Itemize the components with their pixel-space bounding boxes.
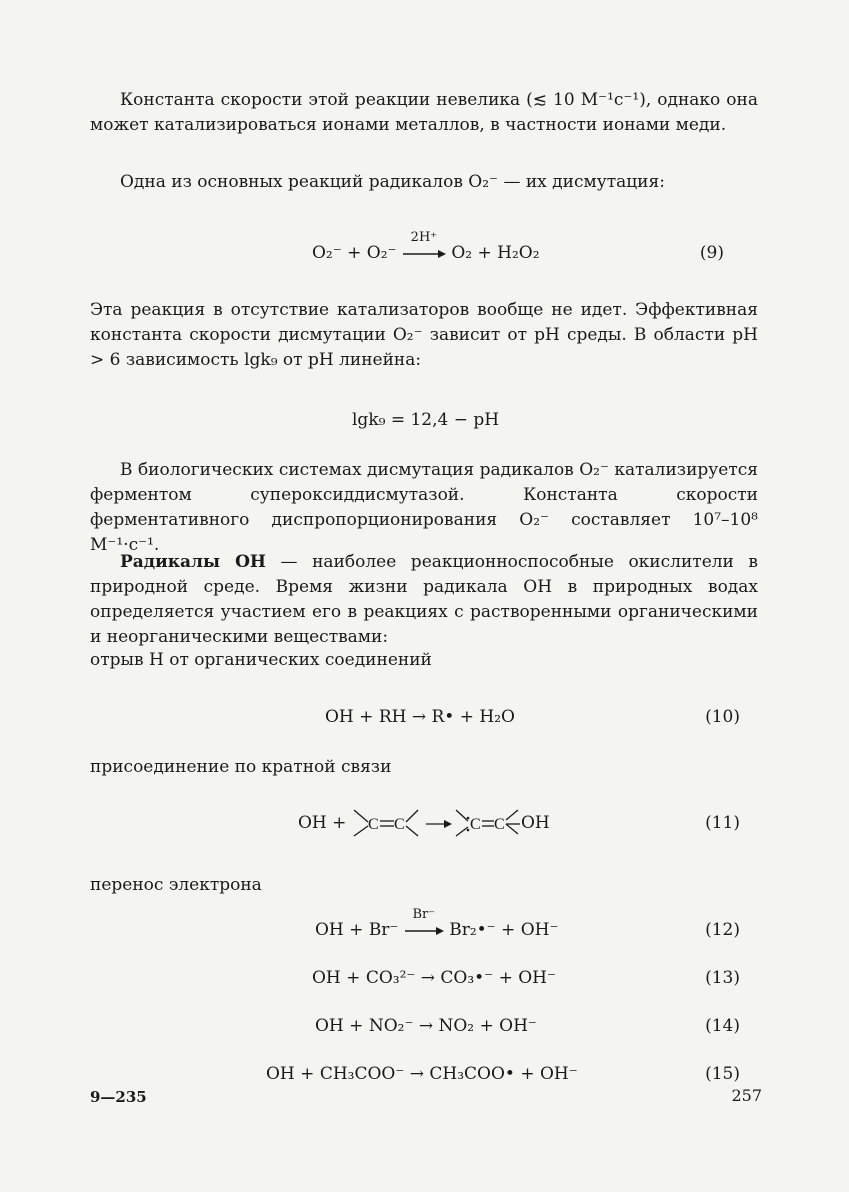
equation-12-arrow-label: Br⁻ <box>412 907 436 922</box>
equation-9-arrow <box>402 230 446 266</box>
equation-11 <box>298 811 346 836</box>
arrow-icon <box>402 249 446 259</box>
paragraph-rate-constant: Константа скорости этой реакции невелика (≲ 10 М⁻¹с⁻¹), однако она может катализироваться ионами металлов, в частности ионами меди. <box>90 90 758 135</box>
page-number: 257 <box>731 1086 762 1105</box>
label-addition: присоединение по кратной связи <box>90 757 392 777</box>
paragraph-dismutation-ph: Эта реакция в отсутствие катализаторов вообще не идет. Эффективная константа скорости дисмутации O₂⁻ зависит от pH среды. В области pH > 6 зависимость lgk₉ от pH линейна: <box>90 300 758 370</box>
equation-11-number: (11) <box>705 813 740 833</box>
equation-15-number: (15) <box>705 1064 740 1084</box>
equation-11-tail: OH <box>521 813 550 833</box>
equation-12-arrow <box>404 907 444 943</box>
equation-9-lhs: O₂⁻ + O₂⁻ <box>312 243 397 263</box>
equation-12 <box>315 907 559 943</box>
equation-9 <box>312 230 540 266</box>
equation-14-number: (14) <box>705 1016 740 1036</box>
equation-12-number: (12) <box>705 920 740 940</box>
equation-13: OH + CO₃²⁻ → CO₃•⁻ + OH⁻ <box>312 968 556 988</box>
svg-text:C: C <box>394 816 405 833</box>
equation-10-number: (10) <box>705 707 740 727</box>
label-electron-transfer: перенос электрона <box>90 875 262 895</box>
equation-13-number: (13) <box>705 968 740 988</box>
equation-11-structure <box>350 806 550 842</box>
equation-lgk9: lgk₉ = 12,4 − pH <box>352 410 500 430</box>
paragraph-oh-radicals <box>90 550 758 650</box>
equation-15: OH + CH₃COO⁻ → CH₃COO• + OH⁻ <box>266 1064 578 1084</box>
svg-text:C: C <box>470 816 481 833</box>
paragraph-dismutation-intro: Одна из основных реакций радикалов O₂⁻ — их дисмутация: <box>120 172 665 192</box>
label-h-abstraction: отрыв H от органических соединений <box>90 650 432 670</box>
equation-11-lhs: OH + <box>298 813 347 833</box>
svg-text:C: C <box>368 816 379 833</box>
paragraph-biological: В биологических системах дисмутация радикалов O₂⁻ катализируется ферментом супероксиддисмутазой. Константа скорости ферментативного диспропорционирования O₂⁻ составляет 10⁷–10⁸ М⁻¹·с⁻¹. <box>90 460 758 555</box>
arrow-icon <box>404 926 444 936</box>
oh-radicals-text: — наиболее реакционноспособные окислители в природной среде. Время жизни радикала OH в природных водах определяется участием его в реакциях с растворенными органическими и неорганическими веществами: <box>90 552 758 647</box>
equation-12-rhs: Br₂•⁻ + OH⁻ <box>449 920 559 940</box>
svg-text:C: C <box>494 816 505 833</box>
equation-10: OH + RH → R• + H₂O <box>325 707 515 727</box>
equation-14: OH + NO₂⁻ → NO₂ + OH⁻ <box>315 1016 537 1036</box>
equation-9-rhs: O₂ + H₂O₂ <box>451 243 540 263</box>
equation-9-number: (9) <box>699 243 724 263</box>
equation-9-arrow-label: 2H⁺ <box>410 230 438 245</box>
oh-radicals-heading: Радикалы OH <box>120 552 266 572</box>
equation-12-lhs: OH + Br⁻ <box>315 920 399 940</box>
printer-signature: 9—235 <box>90 1088 147 1106</box>
